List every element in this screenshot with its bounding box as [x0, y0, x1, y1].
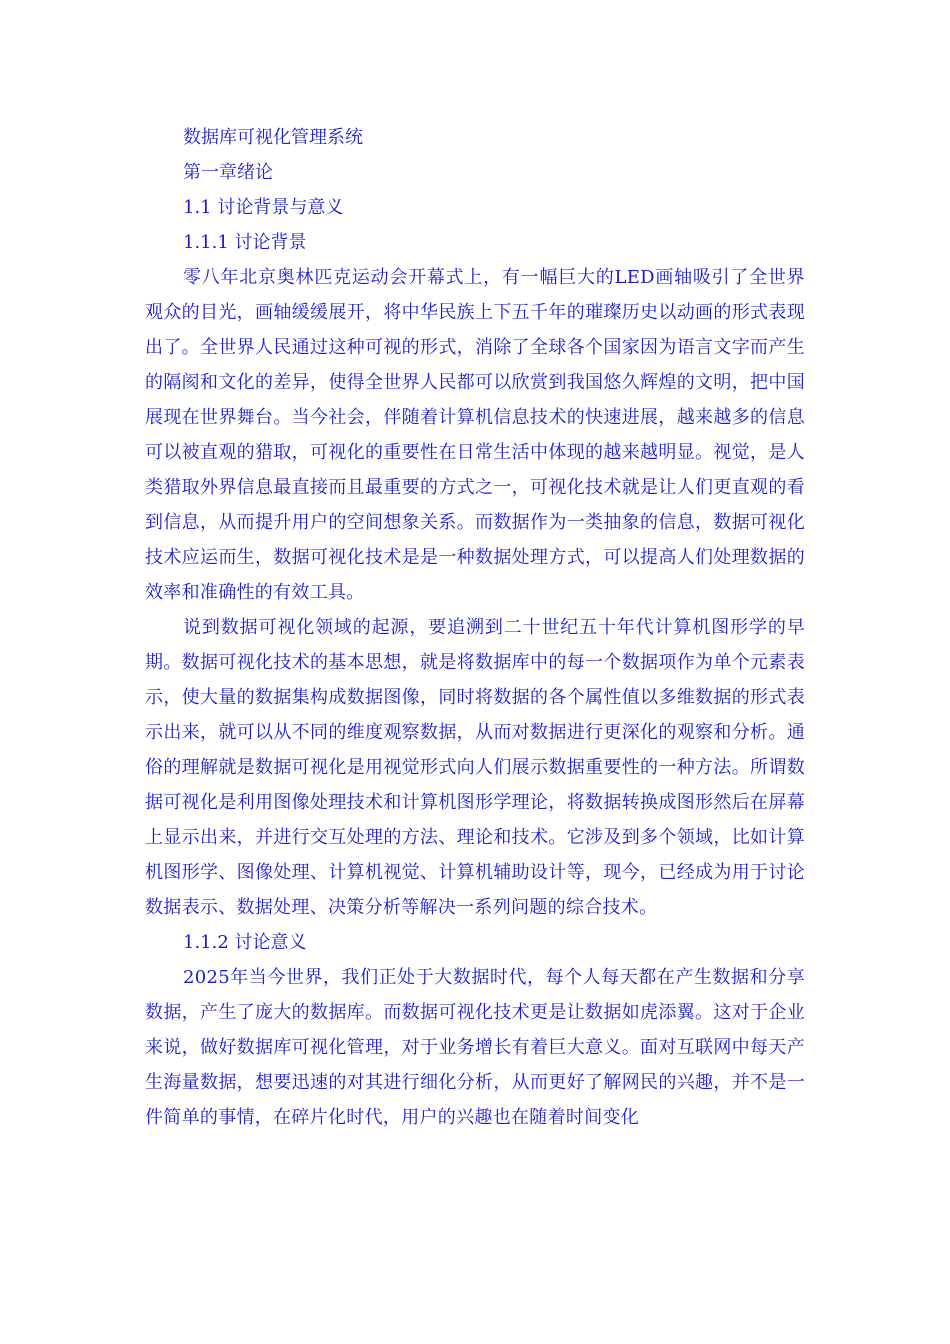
- paragraph-significance: 2025年当今世界，我们正处于大数据时代，每个人每天都在产生数据和分享数据，产生了庞大的数据库。而数据可视化技术更是让数据如虎添翼。这对于企业来说，做好数据库可视化管理，对于业务增长有着巨大意义。面对互联网中每天产生海量数据，想要迅速的对其进行细化分析，从而更好了解网民的兴趣，并不是一件简单的事情，在碎片化时代，用户的兴趣也在随着时间变化: [145, 967, 805, 1128]
- paragraph-background-2: 说到数据可视化领域的起源，要追溯到二十世纪五十年代计算机图形学的早期。数据可视化技术的基本思想，就是将数据库中的每一个数据项作为单个元素表示，使大量的数据集构成数据图像，同时将数据的各个属性值以多维数据的形式表示出来，就可以从不同的维度观察数据，从而对数据进行更深化的观察和分析。通俗的理解就是数据可视化是用视觉形式向人们展示数据重要性的一种方法。所谓数据可视化是利用图像处理技术和计算机图形学理论，将数据转换成图形然后在屏幕上显示出来，并进行交互处理的方法、理论和技术。它涉及到多个领域，比如计算机图形学、图像处理、计算机视觉、计算机辅助设计等，现今，已经成为用于讨论数据表示、数据处理、决策分析等解决一系列问题的综合技术。: [145, 617, 805, 918]
- section-heading-1-1: 1.1 讨论背景与意义: [183, 197, 344, 218]
- section-heading-1-1-1: 1.1.1 讨论背景: [183, 232, 307, 253]
- document-title: 数据库可视化管理系统: [183, 127, 363, 148]
- paragraph-background-1: 零八年北京奥林匹克运动会开幕式上，有一幅巨大的LED画轴吸引了全世界观众的目光，画轴缓缓展开，将中华民族上下五千年的璀璨历史以动画的形式表现出了。全世界人民通过这种可视的形式，消除了全球各个国家因为语言文字而产生的隔阂和文化的差异，使得全世界人民都可以欣赏到我国悠久辉煌的文明，把中国展现在世界舞台。当今社会，伴随着计算机信息技术的快速进展，越来越多的信息可以被直观的猎取，可视化的重要性在日常生活中体现的越来越明显。视觉，是人类猎取外界信息最直接而且最重要的方式之一，可视化技术就是让人们更直观的看到信息，从而提升用户的空间想象关系。而数据作为一类抽象的信息，数据可视化技术应运而生，数据可视化技术是是一种数据处理方式，可以提高人们处理数据的效率和准确性的有效工具。: [145, 267, 805, 603]
- section-heading-1-1-2: 1.1.2 讨论意义: [183, 932, 307, 953]
- document-body: [145, 120, 805, 1135]
- chapter-heading: 第一章绪论: [183, 162, 273, 183]
